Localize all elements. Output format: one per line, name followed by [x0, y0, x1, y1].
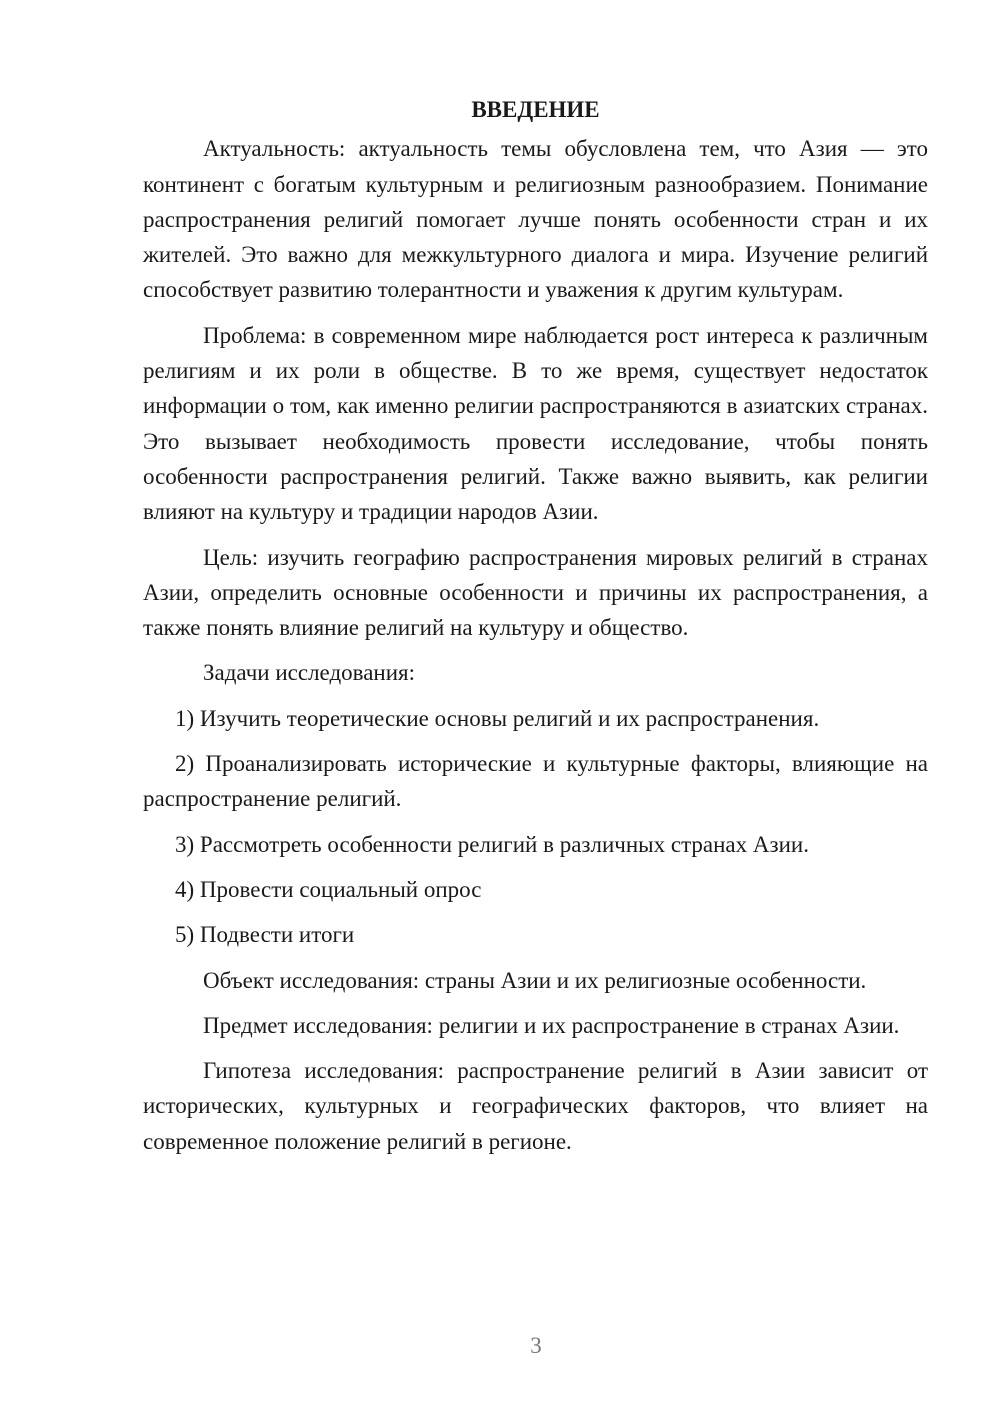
page-number: 3 [530, 1333, 542, 1358]
list-item: 5) Подвести итоги [175, 922, 355, 948]
tasks-list [143, 701, 928, 953]
paragraph-problem: Проблема: в современном мире наблюдается рост интереса к различным религиям и их роли в обществе. В то же время, существует недостаток информации о том, как именно религии распространяются в азиатских странах. Это вызывает необходимость провести исследование, чтобы понять особенности распространения религий. Также важно выявить, как религии влияют на культуру и традиции народов Азии. [143, 322, 928, 525]
paragraph-hypothesis: Гипотеза исследования: распространение религий в Азии зависит от исторических, культурных и географических факторов, что влияет на современное положение религий в регионе. [143, 1058, 928, 1154]
paragraph-object: Объект исследования: страны Азии и их религиозные особенности. [203, 967, 867, 993]
paragraph-subject: Предмет исследования: религии и их распространение в странах Азии. [203, 1012, 900, 1038]
tasks-heading: Задачи исследования: [203, 660, 416, 686]
list-item: 3) Рассмотреть особенности религий в различных странах Азии. [175, 831, 809, 857]
paragraph-goal: Цель: изучить географию распространения мировых религий в странах Азии, определить основные особенности и причины их распространения, а также понять влияние религий на культуру и общество. [143, 544, 928, 641]
list-item: 2) Проанализировать исторические и культурные факторы, влияющие на распространение религий. [143, 751, 928, 812]
paragraph-relevance: Актуальность: актуальность темы обусловлена тем, что Азия — это континент с богатым культурным и религиозным разнообразием. Понимание распространения религий помогает лучше понять особенности стран и их жителей. Это важно для межкультурного диалога и мира. Изучение религий способствует развитию толерантности и уважения к другим культурам. [143, 136, 928, 303]
list-item: 1) Изучить теоретические основы религий и их распространения. [175, 705, 820, 731]
section-title: ВВЕДЕНИЕ [471, 97, 600, 122]
list-item: 4) Провести социальный опрос [175, 876, 482, 902]
page-content [143, 92, 928, 1159]
